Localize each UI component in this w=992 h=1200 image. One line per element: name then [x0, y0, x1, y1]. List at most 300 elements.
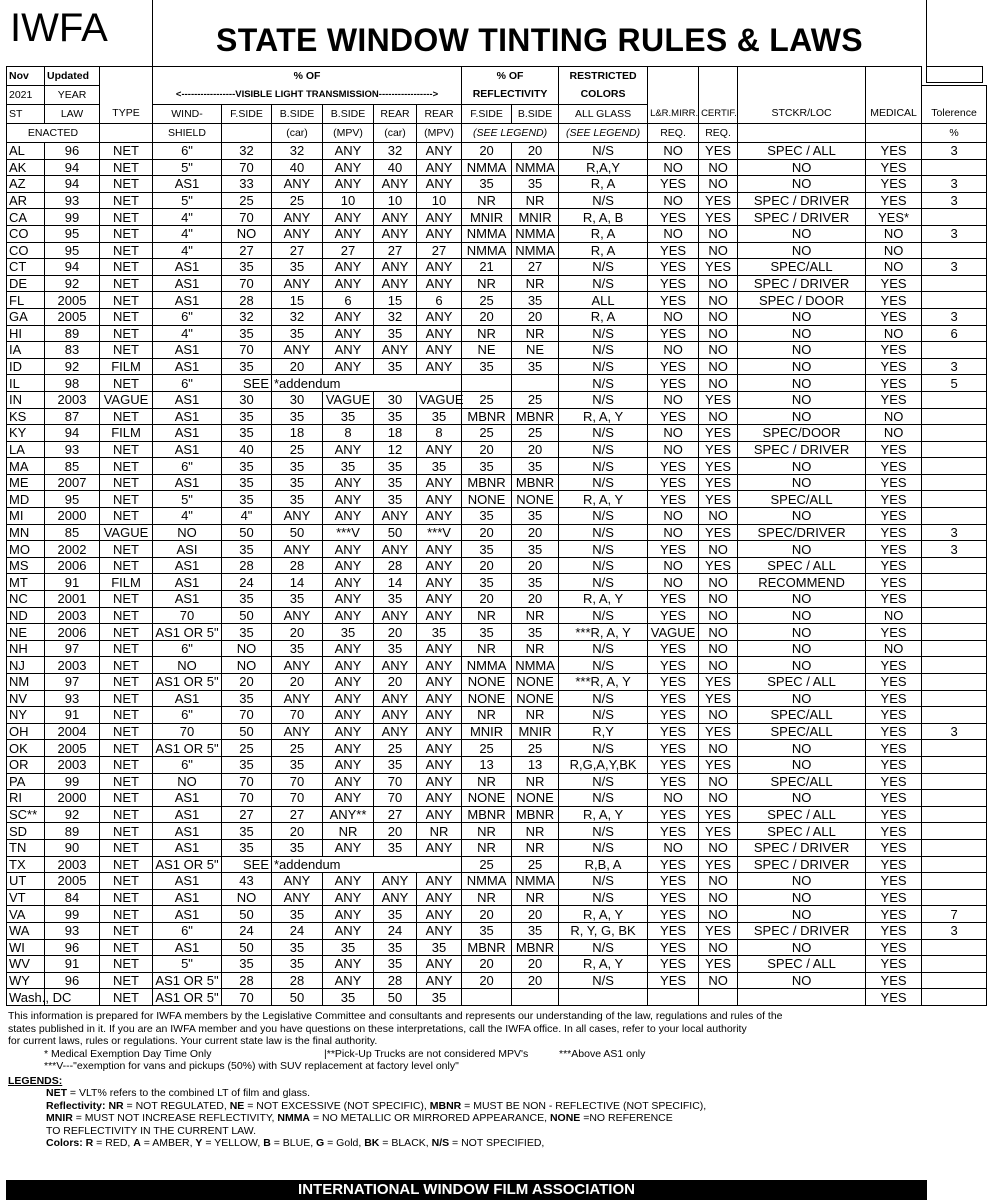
- cell-back-side-car: 70: [272, 707, 323, 724]
- cell-medical: NO: [866, 607, 922, 624]
- cell-restricted-colors: R, Y, G, BK: [559, 922, 648, 939]
- cell-type: NET: [100, 690, 153, 707]
- cell-state: ND: [7, 607, 45, 624]
- cell-front-side: 70: [222, 707, 272, 724]
- cell-rear-car: 24: [374, 922, 417, 939]
- cell-mirrors-required: YES: [648, 209, 699, 226]
- cell-back-side-mpv: ANY: [323, 143, 374, 160]
- header-refl-percent: % OF: [462, 67, 559, 86]
- cell-type: NET: [100, 839, 153, 856]
- cell-year-enacted: 2005: [45, 740, 100, 757]
- header-updated: Updated: [45, 67, 100, 86]
- cell-back-side-car: 35: [272, 408, 323, 425]
- cell-year-enacted: 95: [45, 225, 100, 242]
- cell-tolerance: 3: [922, 524, 987, 541]
- cell-refl-front-side: 35: [462, 358, 512, 375]
- cell-restricted-colors: N/S: [559, 574, 648, 591]
- cell-rear-mpv: ANY: [417, 591, 462, 608]
- cell-front-side: NO: [222, 889, 272, 906]
- cell-refl-front-side: 35: [462, 922, 512, 939]
- cell-front-side: 70: [222, 275, 272, 292]
- cell-type: NET: [100, 674, 153, 691]
- cell-refl-front-side: 35: [462, 541, 512, 558]
- cell-restricted-colors: R,G,A,Y,BK: [559, 756, 648, 773]
- cell-type: NET: [100, 723, 153, 740]
- cell-windshield: 70: [153, 723, 222, 740]
- cell-rear-car: ANY: [374, 707, 417, 724]
- cell-sticker-location: SPEC / DRIVER: [738, 922, 866, 939]
- cell-back-side-car: 28: [272, 972, 323, 989]
- cell-type: NET: [100, 408, 153, 425]
- cell-refl-back-side: NR: [512, 640, 559, 657]
- cell-year-enacted: 94: [45, 425, 100, 442]
- cell-refl-front-side: MBNR: [462, 474, 512, 491]
- cell-type: NET: [100, 956, 153, 973]
- cell-certificate-required: NO: [699, 873, 738, 890]
- table-row: [7, 972, 987, 989]
- header-fside: F.SIDE: [222, 105, 272, 124]
- cell-rear-car: 30: [374, 391, 417, 408]
- cell-tolerance: [922, 690, 987, 707]
- cell-front-side: 35: [222, 458, 272, 475]
- cell-restricted-colors: N/S: [559, 839, 648, 856]
- disclaimer-line-2: states published in it. If you are an IWFA member and you have questions on these interpretations, call the IWFA office. In all cases, refer to your local authority: [8, 1022, 747, 1035]
- cell-refl-front-side: NR: [462, 773, 512, 790]
- cell-back-side-mpv: 10: [323, 192, 374, 209]
- cell-back-side-mpv: ANY: [323, 707, 374, 724]
- cell-windshield: AS1: [153, 441, 222, 458]
- cell-sticker-location: NO: [738, 325, 866, 342]
- cell-medical: YES: [866, 557, 922, 574]
- cell-tolerance: 3: [922, 176, 987, 193]
- cell-back-side-mpv: NR: [323, 823, 374, 840]
- cell-refl-back-side: NMMA: [512, 873, 559, 890]
- cell-restricted-colors: N/S: [559, 690, 648, 707]
- cell-state: MD: [7, 491, 45, 508]
- cell-sticker-location: SPEC / ALL: [738, 674, 866, 691]
- cell-sticker-location: SPEC / ALL: [738, 823, 866, 840]
- cell-rear-mpv: ANY: [417, 491, 462, 508]
- cell-back-side-car: 70: [272, 773, 323, 790]
- cell-state: UT: [7, 873, 45, 890]
- cell-rear-mpv: ANY: [417, 209, 462, 226]
- cell-back-side-car: ANY: [272, 225, 323, 242]
- cell-tolerance: [922, 624, 987, 641]
- cell-refl-back-side: NMMA: [512, 225, 559, 242]
- cell-back-side-car: 24: [272, 922, 323, 939]
- cell-state: OH: [7, 723, 45, 740]
- cell-back-side-car: 35: [272, 939, 323, 956]
- cell-refl-front-side: 35: [462, 574, 512, 591]
- cell-refl-front-side: 20: [462, 591, 512, 608]
- cell-medical: YES: [866, 873, 922, 890]
- cell-rear-car: [374, 856, 417, 873]
- cell-back-side-mpv: 35: [323, 458, 374, 475]
- cell-type: FILM: [100, 574, 153, 591]
- cell-windshield: AS1 OR 5": [153, 740, 222, 757]
- cell-mirrors-required: NO: [648, 143, 699, 160]
- legend-colors: Colors: R = RED, A = AMBER, Y = YELLOW, B = BLUE, G = Gold, BK = BLACK, N/S = NOT SPECIFIED,: [46, 1137, 545, 1149]
- cell-back-side-mpv: ANY: [323, 839, 374, 856]
- cell-rear-mpv: 35: [417, 458, 462, 475]
- cell-restricted-colors: N/S: [559, 541, 648, 558]
- cell-tolerance: [922, 707, 987, 724]
- header-windshield: WIND-: [153, 105, 222, 124]
- cell-restricted-colors: N/S: [559, 790, 648, 807]
- header-divider-right: [926, 0, 927, 66]
- cell-back-side-car: 35: [272, 325, 323, 342]
- cell-certificate-required: YES: [699, 690, 738, 707]
- cell-year-enacted: 2003: [45, 657, 100, 674]
- cell-year-enacted: 2006: [45, 557, 100, 574]
- cell-rear-car: ANY: [374, 607, 417, 624]
- cell-rear-mpv: ANY: [417, 574, 462, 591]
- cell-restricted-colors: N/S: [559, 557, 648, 574]
- cell-type: NET: [100, 640, 153, 657]
- cell-certificate-required: YES: [699, 441, 738, 458]
- cell-tolerance: [922, 209, 987, 226]
- cell-refl-front-side: NONE: [462, 491, 512, 508]
- cell-rear-car: 20: [374, 823, 417, 840]
- cell-rear-car: ANY: [374, 209, 417, 226]
- cell-type: NET: [100, 375, 153, 392]
- cell-year-enacted: 84: [45, 889, 100, 906]
- footer-banner: INTERNATIONAL WINDOW FILM ASSOCIATION: [6, 1180, 927, 1200]
- cell-restricted-colors: N/S: [559, 740, 648, 757]
- cell-sticker-location: NO: [738, 408, 866, 425]
- cell-year-enacted: 99: [45, 209, 100, 226]
- cell-type: VAGUE: [100, 524, 153, 541]
- cell-certificate-required: NO: [699, 657, 738, 674]
- table-row: [7, 690, 987, 707]
- cell-back-side-mpv: ANY: [323, 557, 374, 574]
- cell-state: ME: [7, 474, 45, 491]
- cell-back-side-car: 20: [272, 823, 323, 840]
- cell-certificate-required: NO: [699, 574, 738, 591]
- cell-state: MI: [7, 508, 45, 525]
- table-row: [7, 508, 987, 525]
- cell-restricted-colors: R,Y: [559, 723, 648, 740]
- cell-rear-car: 35: [374, 756, 417, 773]
- table-row: [7, 425, 987, 442]
- cell-refl-back-side: 35: [512, 508, 559, 525]
- cell-front-side: SEE: [222, 856, 272, 873]
- cell-sticker-location: NO: [738, 972, 866, 989]
- cell-refl-front-side: NR: [462, 707, 512, 724]
- cell-tolerance: [922, 956, 987, 973]
- cell-state: CO: [7, 225, 45, 242]
- cell-certificate-required: NO: [699, 375, 738, 392]
- cell-sticker-location: NO: [738, 176, 866, 193]
- table-row: [7, 889, 987, 906]
- cell-refl-back-side: 35: [512, 176, 559, 193]
- cell-mirrors-required: YES: [648, 922, 699, 939]
- cell-state: IL: [7, 375, 45, 392]
- cell-restricted-colors: N/S: [559, 773, 648, 790]
- cell-type: NET: [100, 790, 153, 807]
- cell-mirrors-required: NO: [648, 557, 699, 574]
- cell-year-enacted: 95: [45, 242, 100, 259]
- cell-rear-mpv: ANY: [417, 790, 462, 807]
- cell-rear-mpv: ANY: [417, 275, 462, 292]
- cell-type: NET: [100, 159, 153, 176]
- cell-refl-front-side: NMMA: [462, 225, 512, 242]
- header-type: TYPE: [100, 105, 153, 124]
- cell-windshield: AS1: [153, 342, 222, 359]
- cell-windshield: AS1: [153, 574, 222, 591]
- cell-back-side-car: 20: [272, 358, 323, 375]
- cell-type: NET: [100, 707, 153, 724]
- cell-certificate-required: NO: [699, 541, 738, 558]
- table-row: [7, 441, 987, 458]
- cell-tolerance: [922, 657, 987, 674]
- cell-rear-mpv: ANY: [417, 707, 462, 724]
- cell-restricted-colors: R, A: [559, 176, 648, 193]
- cell-back-side-mpv: ANY: [323, 259, 374, 276]
- cell-restricted-colors: N/S: [559, 474, 648, 491]
- cell-refl-front-side: NMMA: [462, 159, 512, 176]
- cell-tolerance: [922, 508, 987, 525]
- cell-rear-mpv: 35: [417, 989, 462, 1006]
- cell-restricted-colors: R, A, Y: [559, 906, 648, 923]
- table-row: [7, 408, 987, 425]
- cell-state: LA: [7, 441, 45, 458]
- cell-tolerance: [922, 939, 987, 956]
- cell-mirrors-required: YES: [648, 591, 699, 608]
- cell-rear-car: [374, 375, 417, 392]
- cell-certificate-required: YES: [699, 723, 738, 740]
- cell-type: NET: [100, 939, 153, 956]
- cell-restricted-colors: N/S: [559, 707, 648, 724]
- header-refl-fside: F.SIDE: [462, 105, 512, 124]
- table-row: [7, 176, 987, 193]
- cell-type: NET: [100, 259, 153, 276]
- cell-type: NET: [100, 225, 153, 242]
- cell-sticker-location: SPEC/ALL: [738, 259, 866, 276]
- cell-restricted-colors: N/S: [559, 508, 648, 525]
- cell-restricted-colors: R,A,Y: [559, 159, 648, 176]
- cell-back-side-car: 35: [272, 259, 323, 276]
- cell-refl-back-side: 20: [512, 956, 559, 973]
- cell-medical: YES: [866, 889, 922, 906]
- cell-sticker-location: [738, 989, 866, 1006]
- cell-sticker-location: SPEC / ALL: [738, 806, 866, 823]
- cell-rear-car: ANY: [374, 690, 417, 707]
- cell-back-side-car: 25: [272, 740, 323, 757]
- cell-medical: YES: [866, 491, 922, 508]
- footnote-medical: * Medical Exemption Day Time Only: [44, 1047, 212, 1060]
- cell-windshield: AS1: [153, 690, 222, 707]
- cell-type: NET: [100, 756, 153, 773]
- cell-front-side: 20: [222, 674, 272, 691]
- cell-medical: NO: [866, 242, 922, 259]
- cell-refl-front-side: 20: [462, 143, 512, 160]
- cell-sticker-location: SPEC/ALL: [738, 707, 866, 724]
- cell-type: NET: [100, 856, 153, 873]
- cell-state: RI: [7, 790, 45, 807]
- cell-tolerance: 7: [922, 906, 987, 923]
- cell-refl-back-side: 20: [512, 524, 559, 541]
- cell-refl-front-side: 35: [462, 176, 512, 193]
- cell-year-enacted: 2000: [45, 790, 100, 807]
- cell-mirrors-required: NO: [648, 159, 699, 176]
- table-row: [7, 491, 987, 508]
- cell-refl-front-side: 25: [462, 740, 512, 757]
- cell-back-side-car: 35: [272, 956, 323, 973]
- cell-year-enacted: 93: [45, 441, 100, 458]
- cell-sticker-location: NO: [738, 756, 866, 773]
- cell-windshield: AS1: [153, 557, 222, 574]
- cell-state: WY: [7, 972, 45, 989]
- cell-refl-back-side: NMMA: [512, 657, 559, 674]
- table-row: [7, 308, 987, 325]
- cell-rear-car: 35: [374, 640, 417, 657]
- cell-back-side-car: 20: [272, 624, 323, 641]
- cell-back-side-mpv: ANY: [323, 790, 374, 807]
- cell-type: NET: [100, 342, 153, 359]
- cell-back-side-car: ANY: [272, 275, 323, 292]
- cell-year-enacted: 98: [45, 375, 100, 392]
- cell-sticker-location: NO: [738, 889, 866, 906]
- cell-certificate-required: NO: [699, 607, 738, 624]
- cell-refl-front-side: [462, 375, 512, 392]
- cell-front-side: 35: [222, 541, 272, 558]
- cell-year-enacted: 91: [45, 707, 100, 724]
- cell-state: SD: [7, 823, 45, 840]
- cell-year-enacted: 2000: [45, 508, 100, 525]
- cell-rear-car: 35: [374, 906, 417, 923]
- legend-net: NET = VLT% refers to the combined LT of film and glass.: [46, 1087, 311, 1099]
- cell-restricted-colors: R, A, Y: [559, 491, 648, 508]
- cell-back-side-mpv: ANY: [323, 607, 374, 624]
- cell-refl-back-side: NR: [512, 607, 559, 624]
- table-row: [7, 209, 987, 226]
- cell-rear-mpv: ANY: [417, 756, 462, 773]
- cell-front-side: 32: [222, 308, 272, 325]
- cell-type: NET: [100, 541, 153, 558]
- cell-windshield: 5": [153, 956, 222, 973]
- cell-tolerance: [922, 674, 987, 691]
- cell-back-side-mpv: ANY: [323, 159, 374, 176]
- cell-sticker-location: NO: [738, 474, 866, 491]
- cell-refl-front-side: MBNR: [462, 408, 512, 425]
- cell-sticker-location: SPEC / ALL: [738, 956, 866, 973]
- cell-refl-back-side: [512, 375, 559, 392]
- table-header: [7, 67, 987, 143]
- cell-year-enacted: 2005: [45, 873, 100, 890]
- cell-certificate-required: YES: [699, 209, 738, 226]
- cell-sticker-location: NO: [738, 624, 866, 641]
- cell-mirrors-required: YES: [648, 674, 699, 691]
- header-reflectivity: REFLECTIVITY: [462, 86, 559, 105]
- cell-state: ID: [7, 358, 45, 375]
- cell-refl-front-side: NR: [462, 325, 512, 342]
- cell-rear-mpv: ANY: [417, 342, 462, 359]
- cell-certificate-required: YES: [699, 956, 738, 973]
- cell-windshield: NO: [153, 657, 222, 674]
- cell-mirrors-required: YES: [648, 375, 699, 392]
- cell-rear-mpv: NR: [417, 823, 462, 840]
- table-row: [7, 657, 987, 674]
- cell-year-enacted: 2003: [45, 607, 100, 624]
- cell-state: AZ: [7, 176, 45, 193]
- cell-refl-front-side: NR: [462, 889, 512, 906]
- cell-rear-car: 50: [374, 989, 417, 1006]
- table-row: [7, 325, 987, 342]
- cell-mirrors-required: YES: [648, 806, 699, 823]
- table-row: [7, 259, 987, 276]
- cell-medical: YES: [866, 790, 922, 807]
- cell-mirrors-required: YES: [648, 972, 699, 989]
- cell-refl-front-side: 20: [462, 906, 512, 923]
- cell-medical: YES: [866, 176, 922, 193]
- cell-windshield: 6": [153, 922, 222, 939]
- cell-refl-back-side: 20: [512, 143, 559, 160]
- cell-front-side: 50: [222, 939, 272, 956]
- cell-back-side-car: 35: [272, 756, 323, 773]
- cell-type: NET: [100, 557, 153, 574]
- cell-rear-mpv: VAGUE: [417, 391, 462, 408]
- cell-restricted-colors: ***R, A, Y: [559, 674, 648, 691]
- cell-tolerance: [922, 839, 987, 856]
- cell-certificate-required: YES: [699, 557, 738, 574]
- cell-front-side: 32: [222, 143, 272, 160]
- cell-back-side-car: ANY: [272, 607, 323, 624]
- table-row: [7, 906, 987, 923]
- cell-windshield: 6": [153, 308, 222, 325]
- cell-medical: YES: [866, 906, 922, 923]
- cell-medical: NO: [866, 225, 922, 242]
- cell-rear-car: ANY: [374, 657, 417, 674]
- header-vlt-percent: % OF: [153, 67, 462, 86]
- table-row: [7, 358, 987, 375]
- table-row: [7, 806, 987, 823]
- cell-rear-mpv: 6: [417, 292, 462, 309]
- cell-rear-mpv: ANY: [417, 889, 462, 906]
- cell-type: NET: [100, 474, 153, 491]
- cell-back-side-mpv: ANY: [323, 574, 374, 591]
- cell-back-side-mpv: ANY: [323, 358, 374, 375]
- cell-year-enacted: 89: [45, 325, 100, 342]
- table-row: [7, 956, 987, 973]
- cell-refl-front-side: 25: [462, 425, 512, 442]
- cell-medical: YES: [866, 574, 922, 591]
- cell-rear-mpv: ANY: [417, 508, 462, 525]
- cell-restricted-colors: N/S: [559, 889, 648, 906]
- cell-front-side: 24: [222, 922, 272, 939]
- cell-certificate-required: NO: [699, 225, 738, 242]
- table-row: [7, 391, 987, 408]
- cell-tolerance: [922, 773, 987, 790]
- cell-rear-mpv: ANY: [417, 906, 462, 923]
- cell-sticker-location: NO: [738, 939, 866, 956]
- cell-back-side-mpv: ANY: [323, 640, 374, 657]
- cell-windshield: 4": [153, 242, 222, 259]
- cell-tolerance: [922, 574, 987, 591]
- iwfa-logo: IWFA: [10, 6, 108, 50]
- cell-type: NET: [100, 292, 153, 309]
- header-enacted: ENACTED: [7, 124, 100, 143]
- cell-refl-back-side: 35: [512, 541, 559, 558]
- cell-tolerance: [922, 159, 987, 176]
- cell-refl-back-side: NMMA: [512, 242, 559, 259]
- cell-mirrors-required: YES: [648, 458, 699, 475]
- table-row: [7, 839, 987, 856]
- cell-back-side-mpv: ANY: [323, 956, 374, 973]
- cell-windshield: AS1: [153, 806, 222, 823]
- cell-medical: YES: [866, 756, 922, 773]
- cell-refl-back-side: NR: [512, 889, 559, 906]
